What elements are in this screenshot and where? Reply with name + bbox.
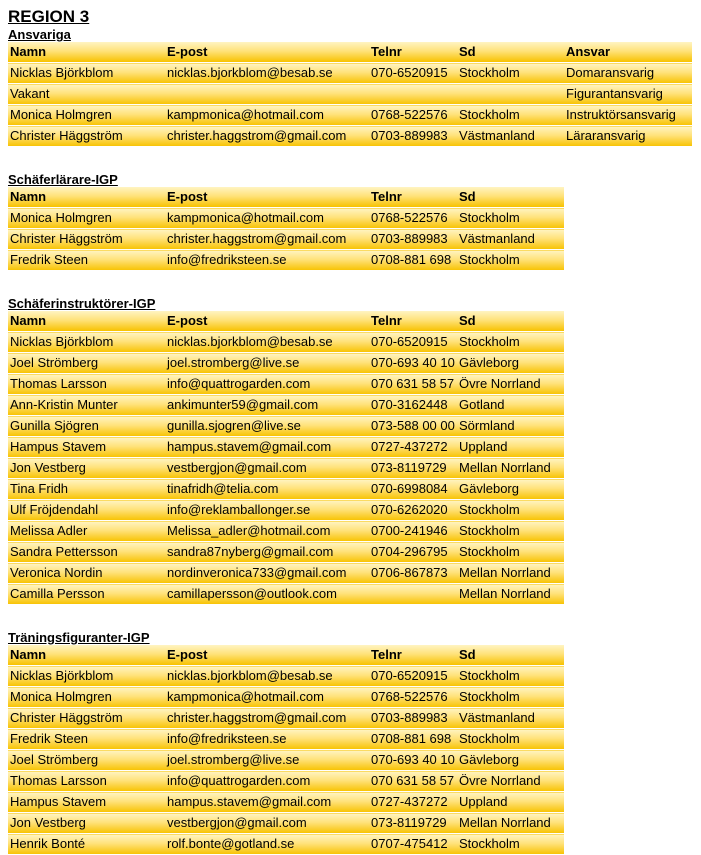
phone-cell: 070-6520915 [369, 332, 457, 353]
email-cell: christer.haggstrom@gmail.com [165, 229, 369, 250]
name-cell: Fredrik Steen [8, 250, 165, 271]
email-cell: vestbergjon@gmail.com [165, 458, 369, 479]
phone-cell [369, 584, 457, 605]
phone-cell: 070 631 58 57 [369, 374, 457, 395]
phone-cell: 0706-867873 [369, 563, 457, 584]
phone-cell: 070-693 40 10 [369, 353, 457, 374]
responsibility-cell: Figurantansvarig [564, 84, 692, 105]
table-row [8, 416, 564, 437]
table-row [8, 563, 564, 584]
table-row [8, 229, 564, 250]
district-cell: Stockholm [457, 63, 564, 84]
phone-cell: 070-3162448 [369, 395, 457, 416]
name-cell: Melissa Adler [8, 521, 165, 542]
column-header: Telnr [369, 645, 457, 666]
table-row [8, 395, 564, 416]
email-cell: kampmonica@hotmail.com [165, 687, 369, 708]
district-cell: Mellan Norrland [457, 813, 564, 834]
name-cell: Christer Häggström [8, 126, 165, 147]
section-title: Schäferinstruktörer-IGP [8, 296, 156, 311]
district-cell: Gävleborg [457, 750, 564, 771]
email-cell: sandra87nyberg@gmail.com [165, 542, 369, 563]
email-cell: rolf.bonte@gotland.se [165, 834, 369, 855]
column-header: E-post [165, 42, 369, 63]
district-cell: Mellan Norrland [457, 584, 564, 605]
phone-cell: 0704-296795 [369, 542, 457, 563]
email-cell: tinafridh@telia.com [165, 479, 369, 500]
sections-container [8, 28, 698, 855]
table-row [8, 250, 564, 271]
table-header-row [8, 187, 564, 208]
district-cell: Stockholm [457, 542, 564, 563]
section-title: Träningsfiguranter-IGP [8, 630, 150, 645]
table-row [8, 521, 564, 542]
email-cell: nicklas.bjorkblom@besab.se [165, 63, 369, 84]
district-cell: Uppland [457, 437, 564, 458]
phone-cell: 0768-522576 [369, 208, 457, 229]
district-cell: Stockholm [457, 208, 564, 229]
email-cell: info@quattrogarden.com [165, 374, 369, 395]
name-cell: Tina Fridh [8, 479, 165, 500]
document-page [8, 6, 698, 855]
name-cell: Thomas Larsson [8, 771, 165, 792]
phone-cell: 070-6262020 [369, 500, 457, 521]
email-cell: info@reklamballonger.se [165, 500, 369, 521]
table-row [8, 584, 564, 605]
column-header: Telnr [369, 42, 457, 63]
name-cell: Camilla Persson [8, 584, 165, 605]
table-row [8, 458, 564, 479]
district-cell: Västmanland [457, 126, 564, 147]
table-row [8, 834, 564, 855]
section-spacer [8, 605, 698, 631]
phone-cell: 0727-437272 [369, 792, 457, 813]
table-row [8, 542, 564, 563]
responsibility-cell: Instruktörsansvarig [564, 105, 692, 126]
district-cell [457, 84, 564, 105]
name-cell: Monica Holmgren [8, 687, 165, 708]
name-cell: Ulf Fröjdendahl [8, 500, 165, 521]
column-header: Namn [8, 645, 165, 666]
table-row [8, 208, 564, 229]
table-header-row [8, 645, 564, 666]
name-cell: Hampus Stavem [8, 437, 165, 458]
name-cell: Jon Vestberg [8, 813, 165, 834]
email-cell: hampus.stavem@gmail.com [165, 437, 369, 458]
table-row [8, 353, 564, 374]
email-cell: camillapersson@outlook.com [165, 584, 369, 605]
name-cell: Monica Holmgren [8, 105, 165, 126]
contact-table [8, 311, 564, 605]
name-cell: Ann-Kristin Munter [8, 395, 165, 416]
table-row [8, 750, 564, 771]
column-header: E-post [165, 311, 369, 332]
column-header: Ansvar [564, 42, 692, 63]
section [8, 297, 698, 605]
email-cell: joel.stromberg@live.se [165, 353, 369, 374]
name-cell: Nicklas Björkblom [8, 332, 165, 353]
table-row [8, 63, 692, 84]
email-cell: christer.haggstrom@gmail.com [165, 126, 369, 147]
email-cell: christer.haggstrom@gmail.com [165, 708, 369, 729]
email-cell: hampus.stavem@gmail.com [165, 792, 369, 813]
responsibility-cell: Domaransvarig [564, 63, 692, 84]
phone-cell: 0708-881 698 [369, 729, 457, 750]
district-cell: Gävleborg [457, 479, 564, 500]
phone-cell: 073-588 00 00 [369, 416, 457, 437]
phone-cell: 070-6998084 [369, 479, 457, 500]
phone-cell: 0768-522576 [369, 687, 457, 708]
name-cell: Christer Häggström [8, 708, 165, 729]
table-row [8, 666, 564, 687]
email-cell: nicklas.bjorkblom@besab.se [165, 666, 369, 687]
phone-cell: 0727-437272 [369, 437, 457, 458]
district-cell: Sörmland [457, 416, 564, 437]
district-cell: Mellan Norrland [457, 563, 564, 584]
email-cell: nicklas.bjorkblom@besab.se [165, 332, 369, 353]
column-header: E-post [165, 187, 369, 208]
table-row [8, 771, 564, 792]
district-cell: Stockholm [457, 834, 564, 855]
table-header-row [8, 311, 564, 332]
district-cell: Övre Norrland [457, 374, 564, 395]
phone-cell: 070-693 40 10 [369, 750, 457, 771]
table-row [8, 105, 692, 126]
district-cell: Stockholm [457, 500, 564, 521]
table-row [8, 126, 692, 147]
table-row [8, 813, 564, 834]
column-header: Namn [8, 187, 165, 208]
section [8, 631, 698, 855]
table-row [8, 332, 564, 353]
page-title: REGION 3 [8, 7, 90, 26]
phone-cell: 0703-889983 [369, 708, 457, 729]
name-cell: Nicklas Björkblom [8, 63, 165, 84]
column-header: Namn [8, 311, 165, 332]
phone-cell: 0768-522576 [369, 105, 457, 126]
responsibility-cell: Läraransvarig [564, 126, 692, 147]
phone-cell: 0700-241946 [369, 521, 457, 542]
section-spacer [8, 147, 698, 173]
email-cell: nordinveronica733@gmail.com [165, 563, 369, 584]
name-cell: Sandra Pettersson [8, 542, 165, 563]
phone-cell: 073-8119729 [369, 458, 457, 479]
name-cell: Thomas Larsson [8, 374, 165, 395]
email-cell: vestbergjon@gmail.com [165, 813, 369, 834]
email-cell: joel.stromberg@live.se [165, 750, 369, 771]
column-header: Sd [457, 187, 564, 208]
district-cell: Gotland [457, 395, 564, 416]
phone-cell: 073-8119729 [369, 813, 457, 834]
district-cell: Stockholm [457, 250, 564, 271]
email-cell: Melissa_adler@hotmail.com [165, 521, 369, 542]
section-spacer [8, 271, 698, 297]
district-cell: Mellan Norrland [457, 458, 564, 479]
table-row [8, 437, 564, 458]
table-row [8, 687, 564, 708]
section-title: Schäferlärare-IGP [8, 172, 118, 187]
table-row [8, 374, 564, 395]
name-cell: Joel Strömberg [8, 353, 165, 374]
column-header: Telnr [369, 311, 457, 332]
email-cell: ankimunter59@gmail.com [165, 395, 369, 416]
phone-cell: 070-6520915 [369, 666, 457, 687]
district-cell: Stockholm [457, 521, 564, 542]
table-row [8, 84, 692, 105]
district-cell: Övre Norrland [457, 771, 564, 792]
column-header: Telnr [369, 187, 457, 208]
district-cell: Stockholm [457, 332, 564, 353]
district-cell: Stockholm [457, 105, 564, 126]
email-cell: info@quattrogarden.com [165, 771, 369, 792]
table-row [8, 708, 564, 729]
district-cell: Stockholm [457, 666, 564, 687]
phone-cell: 0703-889983 [369, 126, 457, 147]
name-cell: Henrik Bonté [8, 834, 165, 855]
name-cell: Jon Vestberg [8, 458, 165, 479]
section [8, 28, 698, 147]
contact-table [8, 187, 564, 271]
column-header: Namn [8, 42, 165, 63]
district-cell: Uppland [457, 792, 564, 813]
contact-table [8, 42, 692, 147]
email-cell [165, 84, 369, 105]
name-cell: Veronica Nordin [8, 563, 165, 584]
section-title: Ansvariga [8, 27, 71, 42]
contact-table [8, 645, 564, 855]
section [8, 173, 698, 271]
email-cell: info@fredriksteen.se [165, 729, 369, 750]
column-header: Sd [457, 645, 564, 666]
table-row [8, 479, 564, 500]
phone-cell: 070 631 58 57 [369, 771, 457, 792]
table-row [8, 792, 564, 813]
table-header-row [8, 42, 692, 63]
name-cell: Christer Häggström [8, 229, 165, 250]
column-header: Sd [457, 42, 564, 63]
district-cell: Gävleborg [457, 353, 564, 374]
email-cell: kampmonica@hotmail.com [165, 208, 369, 229]
phone-cell: 0703-889983 [369, 229, 457, 250]
email-cell: kampmonica@hotmail.com [165, 105, 369, 126]
phone-cell: 0708-881 698 [369, 250, 457, 271]
name-cell: Gunilla Sjögren [8, 416, 165, 437]
district-cell: Västmanland [457, 708, 564, 729]
name-cell: Monica Holmgren [8, 208, 165, 229]
email-cell: gunilla.sjogren@live.se [165, 416, 369, 437]
email-cell: info@fredriksteen.se [165, 250, 369, 271]
name-cell: Vakant [8, 84, 165, 105]
name-cell: Hampus Stavem [8, 792, 165, 813]
column-header: E-post [165, 645, 369, 666]
table-row [8, 729, 564, 750]
phone-cell: 070-6520915 [369, 63, 457, 84]
district-cell: Stockholm [457, 729, 564, 750]
district-cell: Stockholm [457, 687, 564, 708]
table-row [8, 500, 564, 521]
column-header: Sd [457, 311, 564, 332]
district-cell: Västmanland [457, 229, 564, 250]
phone-cell [369, 84, 457, 105]
name-cell: Joel Strömberg [8, 750, 165, 771]
name-cell: Nicklas Björkblom [8, 666, 165, 687]
phone-cell: 0707-475412 [369, 834, 457, 855]
name-cell: Fredrik Steen [8, 729, 165, 750]
